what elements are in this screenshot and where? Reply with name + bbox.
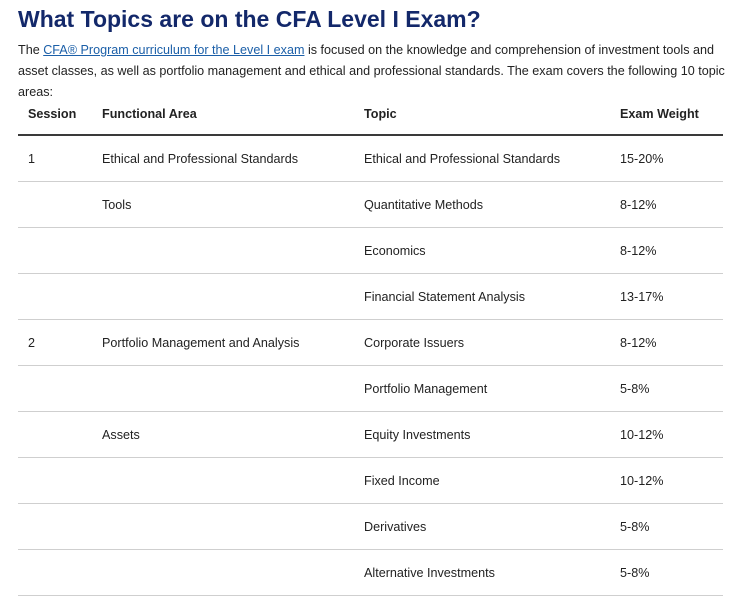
- cell-session: 2: [28, 335, 36, 350]
- cell-functional-area: Assets: [102, 427, 140, 442]
- header-functional-area: Functional Area: [102, 106, 197, 121]
- cell-exam-weight: 13-17%: [620, 289, 664, 304]
- cell-exam-weight: 5-8%: [620, 519, 650, 534]
- cell-functional-area: Portfolio Management and Analysis: [102, 335, 300, 350]
- cell-exam-weight: 8-12%: [620, 197, 657, 212]
- table-row: [18, 136, 723, 182]
- cell-exam-weight: 15-20%: [620, 151, 664, 166]
- page-title: What Topics are on the CFA Level I Exam?: [18, 6, 481, 32]
- cell-session: 1: [28, 151, 36, 166]
- table-row: [18, 412, 723, 458]
- cell-exam-weight: 8-12%: [620, 243, 657, 258]
- header-session: Session: [28, 106, 77, 121]
- cell-topic: Economics: [364, 243, 426, 258]
- cell-topic: Fixed Income: [364, 473, 440, 488]
- cell-topic: Corporate Issuers: [364, 335, 465, 350]
- cell-functional-area: Ethical and Professional Standards: [102, 151, 299, 166]
- curriculum-link[interactable]: CFA® Program curriculum for the Level I exam: [43, 43, 305, 57]
- header-topic: Topic: [364, 106, 397, 121]
- cell-exam-weight: 10-12%: [620, 427, 664, 442]
- table-row: [18, 504, 723, 550]
- cell-topic: Portfolio Management: [364, 381, 488, 396]
- table-header-row: [18, 93, 723, 136]
- intro-text-after: is focused on the knowledge and comprehension of investment tools and asset classes, as well as portfolio management and ethical and professional standards. The exam covers the following 10 topic areas:: [18, 43, 725, 99]
- cell-topic: Derivatives: [364, 519, 427, 534]
- topics-table: [18, 93, 723, 596]
- table-row: [18, 182, 723, 228]
- table-row: [18, 366, 723, 412]
- cell-topic: Equity Investments: [364, 427, 471, 442]
- cell-exam-weight: 5-8%: [620, 381, 650, 396]
- table-row: [18, 274, 723, 320]
- table-row: [18, 228, 723, 274]
- table-row: [18, 320, 723, 366]
- table-row: [18, 550, 723, 596]
- cell-functional-area: Tools: [102, 197, 132, 212]
- cell-topic: Ethical and Professional Standards: [364, 151, 561, 166]
- table-row: [18, 458, 723, 504]
- cell-exam-weight: 10-12%: [620, 473, 664, 488]
- cell-topic: Alternative Investments: [364, 565, 495, 580]
- cell-exam-weight: 5-8%: [620, 565, 650, 580]
- cell-exam-weight: 8-12%: [620, 335, 657, 350]
- cell-topic: Financial Statement Analysis: [364, 289, 526, 304]
- intro-text-before: The: [18, 43, 44, 57]
- cell-topic: Quantitative Methods: [364, 197, 484, 212]
- header-exam-weight: Exam Weight: [620, 106, 699, 121]
